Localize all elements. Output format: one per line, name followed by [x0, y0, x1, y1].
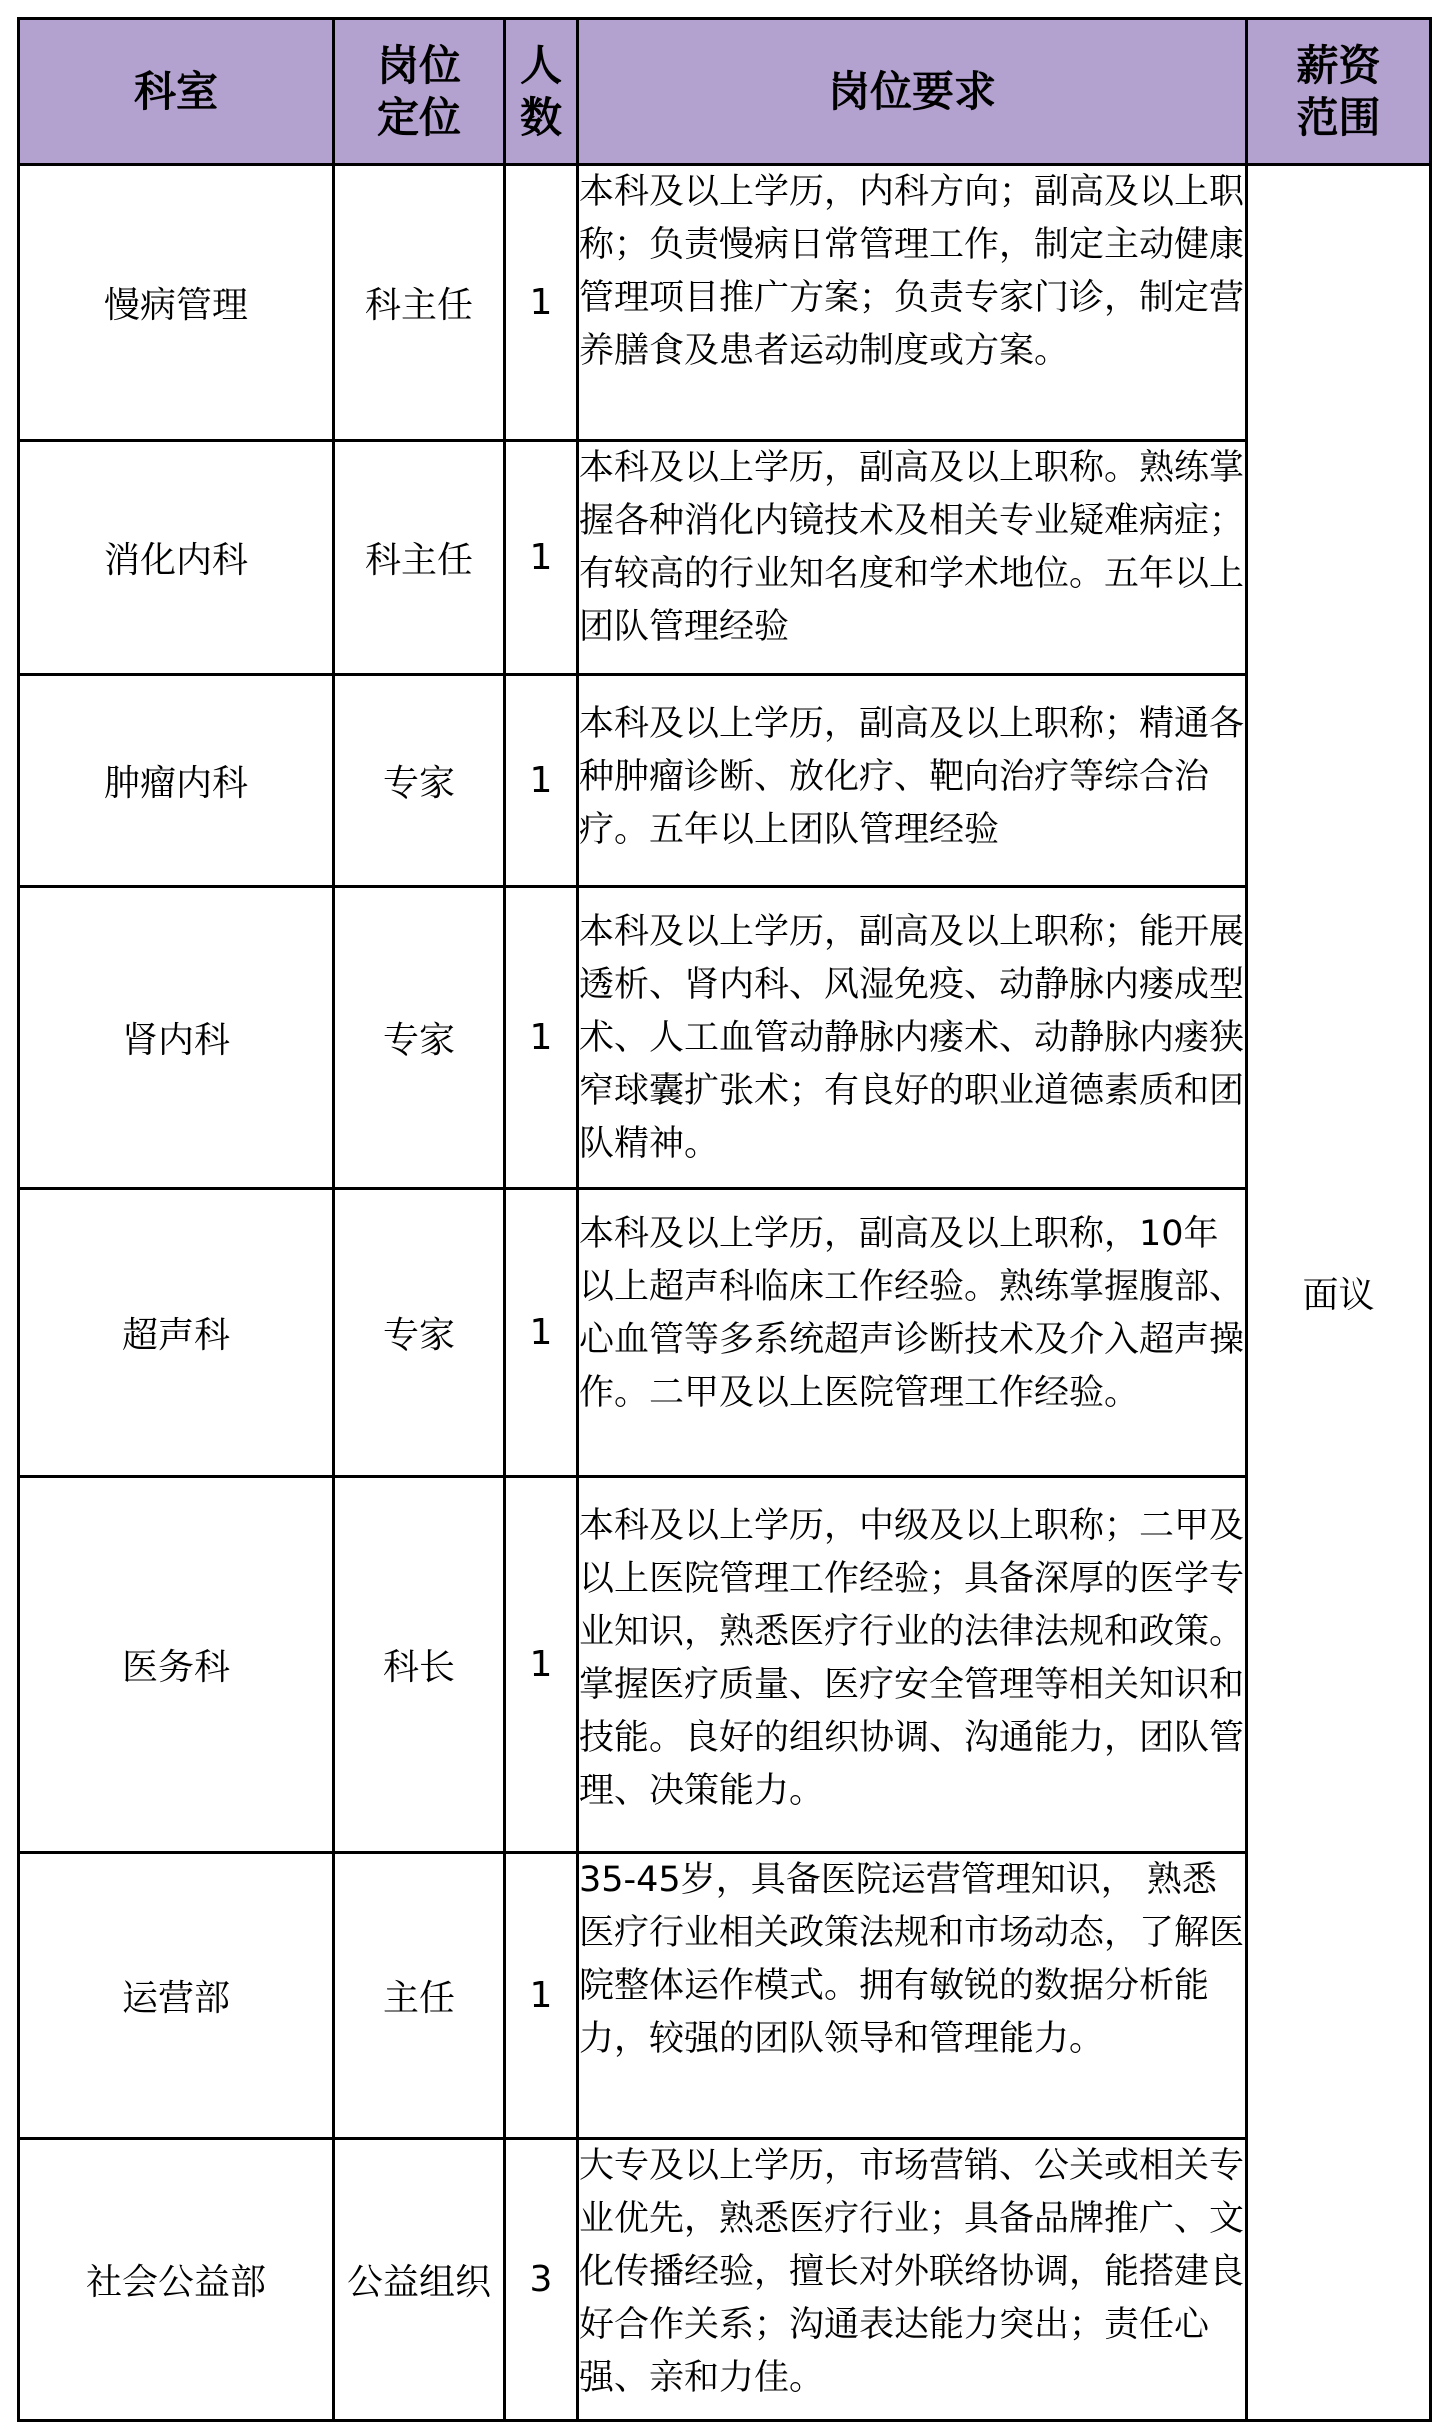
table-row — [19, 887, 1431, 1189]
table-row — [19, 2139, 1431, 2421]
row-position: 公益组织 — [334, 2139, 505, 2421]
table-header-row — [19, 19, 1431, 165]
header-count: 人 数 — [505, 19, 578, 165]
table-row — [19, 675, 1431, 887]
table-row — [19, 165, 1431, 441]
row-position: 专家 — [334, 887, 505, 1189]
row-position: 科主任 — [334, 165, 505, 441]
header-requirements: 岗位要求 — [578, 19, 1247, 165]
row-count: 1 — [505, 887, 578, 1189]
header-dept: 科室 — [19, 19, 334, 165]
table-row — [19, 1477, 1431, 1853]
row-count: 1 — [505, 675, 578, 887]
row-dept: 超声科 — [19, 1189, 334, 1477]
row-dept: 运营部 — [19, 1853, 334, 2139]
row-requirements: 本科及以上学历，内科方向；副高及以上职称；负责慢病日常管理工作，制定主动健康管理项目推广方案；负责专家门诊，制定营养膳食及患者运动制度或方案。 — [578, 165, 1247, 441]
recruitment-table — [17, 17, 1432, 2422]
row-requirements: 本科及以上学历，副高及以上职称。熟练掌握各种消化内镜技术及相关专业疑难病症；有较高的行业知名度和学术地位。五年以上团队管理经验 — [578, 441, 1247, 675]
header-salary: 薪资 范围 — [1247, 19, 1431, 165]
row-dept: 慢病管理 — [19, 165, 334, 441]
row-dept: 医务科 — [19, 1477, 334, 1853]
row-requirements: 大专及以上学历，市场营销、公关或相关专业优先，熟悉医疗行业；具备品牌推广、文化传播经验，擅长对外联络协调，能搭建良好合作关系；沟通表达能力突出；责任心强、亲和力佳。 — [578, 2139, 1247, 2421]
table-row — [19, 1853, 1431, 2139]
row-requirements: 35-45岁，具备医院运营管理知识， 熟悉医疗行业相关政策法规和市场动态，了解医院整体运作模式。拥有敏锐的数据分析能力，较强的团队领导和管理能力。 — [578, 1853, 1247, 2139]
row-requirements: 本科及以上学历，副高及以上职称；精通各种肿瘤诊断、放化疗、靶向治疗等综合治疗。五年以上团队管理经验 — [578, 675, 1247, 887]
row-count: 1 — [505, 441, 578, 675]
row-dept: 肾内科 — [19, 887, 334, 1189]
row-dept: 消化内科 — [19, 441, 334, 675]
row-count: 1 — [505, 165, 578, 441]
salary-range: 面议 — [1247, 165, 1431, 2421]
row-position: 科主任 — [334, 441, 505, 675]
row-position: 专家 — [334, 1189, 505, 1477]
row-count: 3 — [505, 2139, 578, 2421]
row-requirements: 本科及以上学历，中级及以上职称；二甲及以上医院管理工作经验；具备深厚的医学专业知识，熟悉医疗行业的法律法规和政策。掌握医疗质量、医疗安全管理等相关知识和技能。良好的组织协调、沟通能力，团队管理、决策能力。 — [578, 1477, 1247, 1853]
row-requirements: 本科及以上学历，副高及以上职称；能开展透析、肾内科、风湿免疫、动静脉内瘘成型术、人工血管动静脉内瘘术、动静脉内瘘狭窄球囊扩张术；有良好的职业道德素质和团队精神。 — [578, 887, 1247, 1189]
row-position: 主任 — [334, 1853, 505, 2139]
row-dept: 社会公益部 — [19, 2139, 334, 2421]
table-row — [19, 1189, 1431, 1477]
row-requirements: 本科及以上学历，副高及以上职称，10年以上超声科临床工作经验。熟练掌握腹部、心血管等多系统超声诊断技术及介入超声操作。二甲及以上医院管理工作经验。 — [578, 1189, 1247, 1477]
row-position: 科长 — [334, 1477, 505, 1853]
row-position: 专家 — [334, 675, 505, 887]
header-position: 岗位 定位 — [334, 19, 505, 165]
row-count: 1 — [505, 1189, 578, 1477]
row-dept: 肿瘤内科 — [19, 675, 334, 887]
table-row — [19, 441, 1431, 675]
row-count: 1 — [505, 1853, 578, 2139]
row-count: 1 — [505, 1477, 578, 1853]
